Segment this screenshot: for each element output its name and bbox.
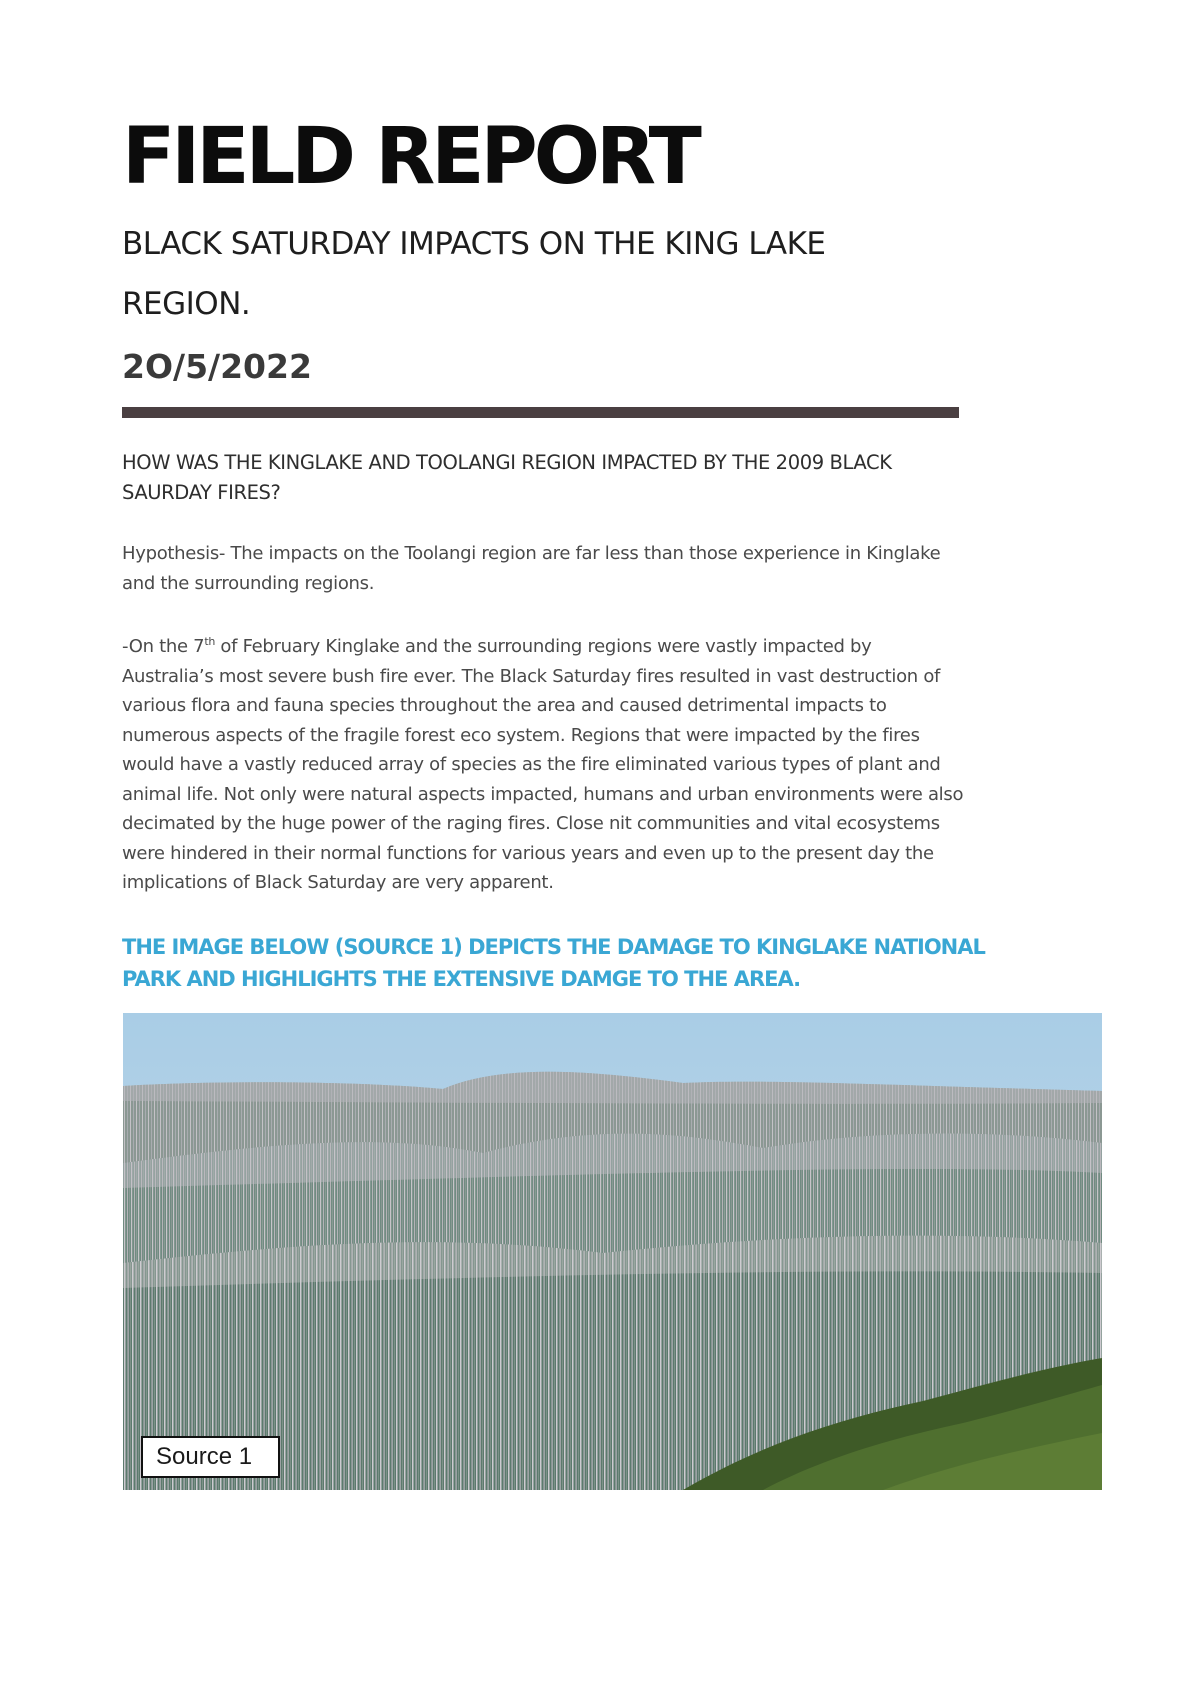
report-date: 2O/5/2022 (122, 347, 312, 386)
hypothesis-paragraph: Hypothesis- The impacts on the Toolangi region are far less than those experience in Kinglake and the surrounding regions. (122, 543, 941, 594)
burnt-forest-photo (123, 1013, 1102, 1490)
source-label: Source 1 (141, 1436, 280, 1478)
body-text-start: -On the 7 (122, 636, 205, 657)
ordinal-suffix: th (204, 635, 215, 648)
image-caption: THE IMAGE BELOW (SOURCE 1) DEPICTS THE DAMAGE TO KINGLAKE NATIONAL PARK AND HIGHLIGHTS THE EXTENSIVE DAMGE TO THE AREA. (122, 935, 985, 991)
report-title: FIELD REPORT (122, 112, 698, 202)
body-text-rest: of February Kinglake and the surrounding regions were vastly impacted by Australia’s most severe bush fire ever. The Black Saturday fires resulted in vast destruction of various flora and fauna species throughout the area and caused detrimental impacts to numerous aspects of the fragile forest eco system. Regions that were impacted by the fires would have a vastly reduced array of species as the fire eliminated various types of plant and animal life. Not only were natural aspects impacted, humans and urban environments were also decimated by the huge power of the raging fires. Close nit communities and vital ecosystems were hindered in their normal functions for various years and even up to the present day the implications of Black Saturday are very apparent. (122, 636, 964, 893)
divider-rule (122, 407, 959, 418)
report-subtitle: BLACK SATURDAY IMPACTS ON THE KING LAKE REGION. (122, 226, 826, 322)
body-paragraph (122, 632, 967, 898)
research-question: HOW WAS THE KINGLAKE AND TOOLANGI REGION IMPACTED BY THE 2009 BLACK SAURDAY FIRES? (122, 451, 892, 504)
